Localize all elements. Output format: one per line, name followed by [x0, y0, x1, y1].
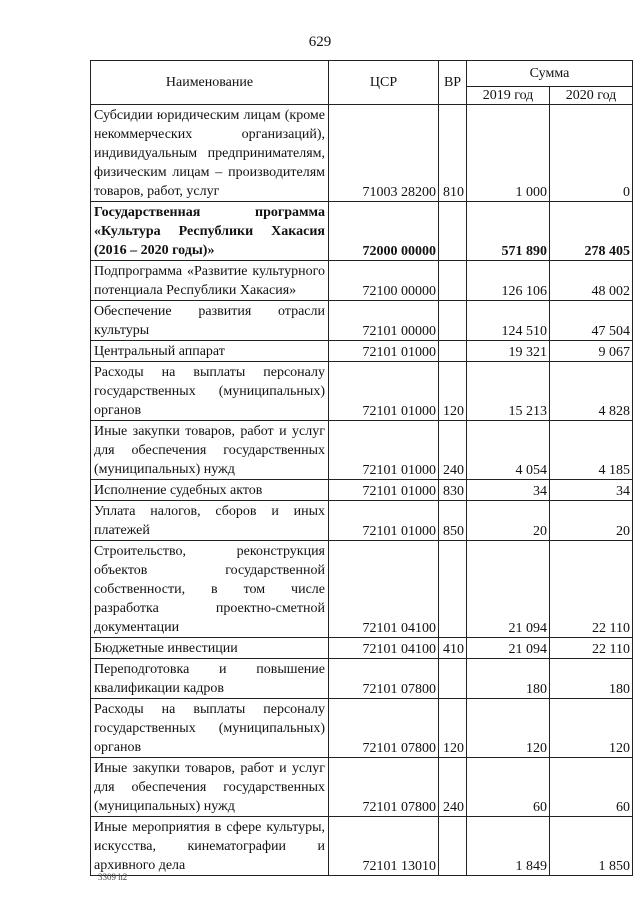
row-csr: 72101 07800	[329, 699, 439, 758]
row-name: Строительство, реконструкция объектов государственной собственности, в том числе разработка проектно-сметной документации	[91, 541, 329, 638]
row-2019: 19 321	[467, 341, 550, 362]
row-csr: 72101 07800	[329, 758, 439, 817]
row-vr	[439, 261, 467, 301]
row-vr: 120	[439, 362, 467, 421]
row-csr: 72100 00000	[329, 261, 439, 301]
table-row	[91, 301, 633, 341]
table-row	[91, 362, 633, 421]
row-vr	[439, 659, 467, 699]
row-vr	[439, 202, 467, 261]
row-name: Обеспечение развития отрасли культуры	[91, 301, 329, 341]
row-2020: 20	[550, 501, 633, 541]
header-name: Наименование	[91, 61, 329, 105]
row-name: Центральный аппарат	[91, 341, 329, 362]
row-csr: 72101 01000	[329, 421, 439, 480]
row-2019: 1 849	[467, 817, 550, 876]
table-row	[91, 541, 633, 638]
row-vr: 240	[439, 421, 467, 480]
row-2020: 48 002	[550, 261, 633, 301]
table-row	[91, 659, 633, 699]
row-csr: 72101 04100	[329, 541, 439, 638]
row-2020: 0	[550, 105, 633, 202]
row-2019: 126 106	[467, 261, 550, 301]
row-vr: 120	[439, 699, 467, 758]
row-2019: 34	[467, 480, 550, 501]
row-2019: 60	[467, 758, 550, 817]
table-row	[91, 261, 633, 301]
row-name: Расходы на выплаты персоналу государственных (муниципальных) органов	[91, 362, 329, 421]
footer-code: 3309 h2	[98, 872, 128, 882]
row-2020: 34	[550, 480, 633, 501]
table-row	[91, 817, 633, 876]
row-csr: 72101 01000	[329, 341, 439, 362]
budget-table	[90, 60, 633, 876]
row-name: Переподготовка и повышение квалификации кадров	[91, 659, 329, 699]
row-2019: 15 213	[467, 362, 550, 421]
row-vr	[439, 541, 467, 638]
row-name: Иные закупки товаров, работ и услуг для обеспечения государственных (муниципальных) нужд	[91, 421, 329, 480]
row-csr: 72000 00000	[329, 202, 439, 261]
table-row	[91, 480, 633, 501]
table-row	[91, 202, 633, 261]
row-2020: 4 828	[550, 362, 633, 421]
row-2019: 180	[467, 659, 550, 699]
row-csr: 72101 07800	[329, 659, 439, 699]
row-2020: 22 110	[550, 541, 633, 638]
row-vr	[439, 301, 467, 341]
page-number: 629	[308, 34, 332, 50]
row-2020: 47 504	[550, 301, 633, 341]
row-2020: 120	[550, 699, 633, 758]
row-2020: 22 110	[550, 638, 633, 659]
header-csr: ЦСР	[329, 61, 439, 105]
row-2020: 9 067	[550, 341, 633, 362]
table-row	[91, 699, 633, 758]
table-row	[91, 341, 633, 362]
row-name: Государственная программа «Культура Республики Хакасия (2016 – 2020 годы)»	[91, 202, 329, 261]
row-name: Расходы на выплаты персоналу государственных (муниципальных) органов	[91, 699, 329, 758]
row-2020: 180	[550, 659, 633, 699]
table-row	[91, 758, 633, 817]
row-2019: 21 094	[467, 638, 550, 659]
header-year-2019: 2019 год	[467, 87, 550, 105]
row-name: Подпрограмма «Развитие культурного потенциала Республики Хакасия»	[91, 261, 329, 301]
table-row	[91, 105, 633, 202]
row-2019: 20	[467, 501, 550, 541]
row-vr: 240	[439, 758, 467, 817]
row-name: Исполнение судебных актов	[91, 480, 329, 501]
header-sum: Сумма	[467, 61, 633, 87]
row-2019: 21 094	[467, 541, 550, 638]
row-name: Субсидии юридическим лицам (кроме некоммерческих организаций), индивидуальным предпринимателям, физическим лицам – производителям товаров, работ, услуг	[91, 105, 329, 202]
row-vr: 810	[439, 105, 467, 202]
table-row	[91, 501, 633, 541]
row-2020: 60	[550, 758, 633, 817]
row-csr: 72101 04100	[329, 638, 439, 659]
row-name: Иные мероприятия в сфере культуры, искусства, кинематографии и архивного дела	[91, 817, 329, 876]
table-row	[91, 638, 633, 659]
row-2019: 4 054	[467, 421, 550, 480]
header-year-2020: 2020 год	[550, 87, 633, 105]
row-2020: 4 185	[550, 421, 633, 480]
row-vr: 830	[439, 480, 467, 501]
row-name: Уплата налогов, сборов и иных платежей	[91, 501, 329, 541]
row-csr: 72101 01000	[329, 480, 439, 501]
row-csr: 72101 01000	[329, 501, 439, 541]
row-vr: 410	[439, 638, 467, 659]
row-csr: 72101 13010	[329, 817, 439, 876]
row-name: Иные закупки товаров, работ и услуг для обеспечения государственных (муниципальных) нужд	[91, 758, 329, 817]
header-vr: ВР	[439, 61, 467, 105]
table-row	[91, 421, 633, 480]
row-2019: 124 510	[467, 301, 550, 341]
row-csr: 72101 01000	[329, 362, 439, 421]
row-2020: 1 850	[550, 817, 633, 876]
row-vr	[439, 817, 467, 876]
row-name: Бюджетные инвестиции	[91, 638, 329, 659]
row-2019: 571 890	[467, 202, 550, 261]
row-2019: 120	[467, 699, 550, 758]
row-vr: 850	[439, 501, 467, 541]
row-2019: 1 000	[467, 105, 550, 202]
row-csr: 71003 28200	[329, 105, 439, 202]
row-vr	[439, 341, 467, 362]
row-csr: 72101 00000	[329, 301, 439, 341]
row-2020: 278 405	[550, 202, 633, 261]
